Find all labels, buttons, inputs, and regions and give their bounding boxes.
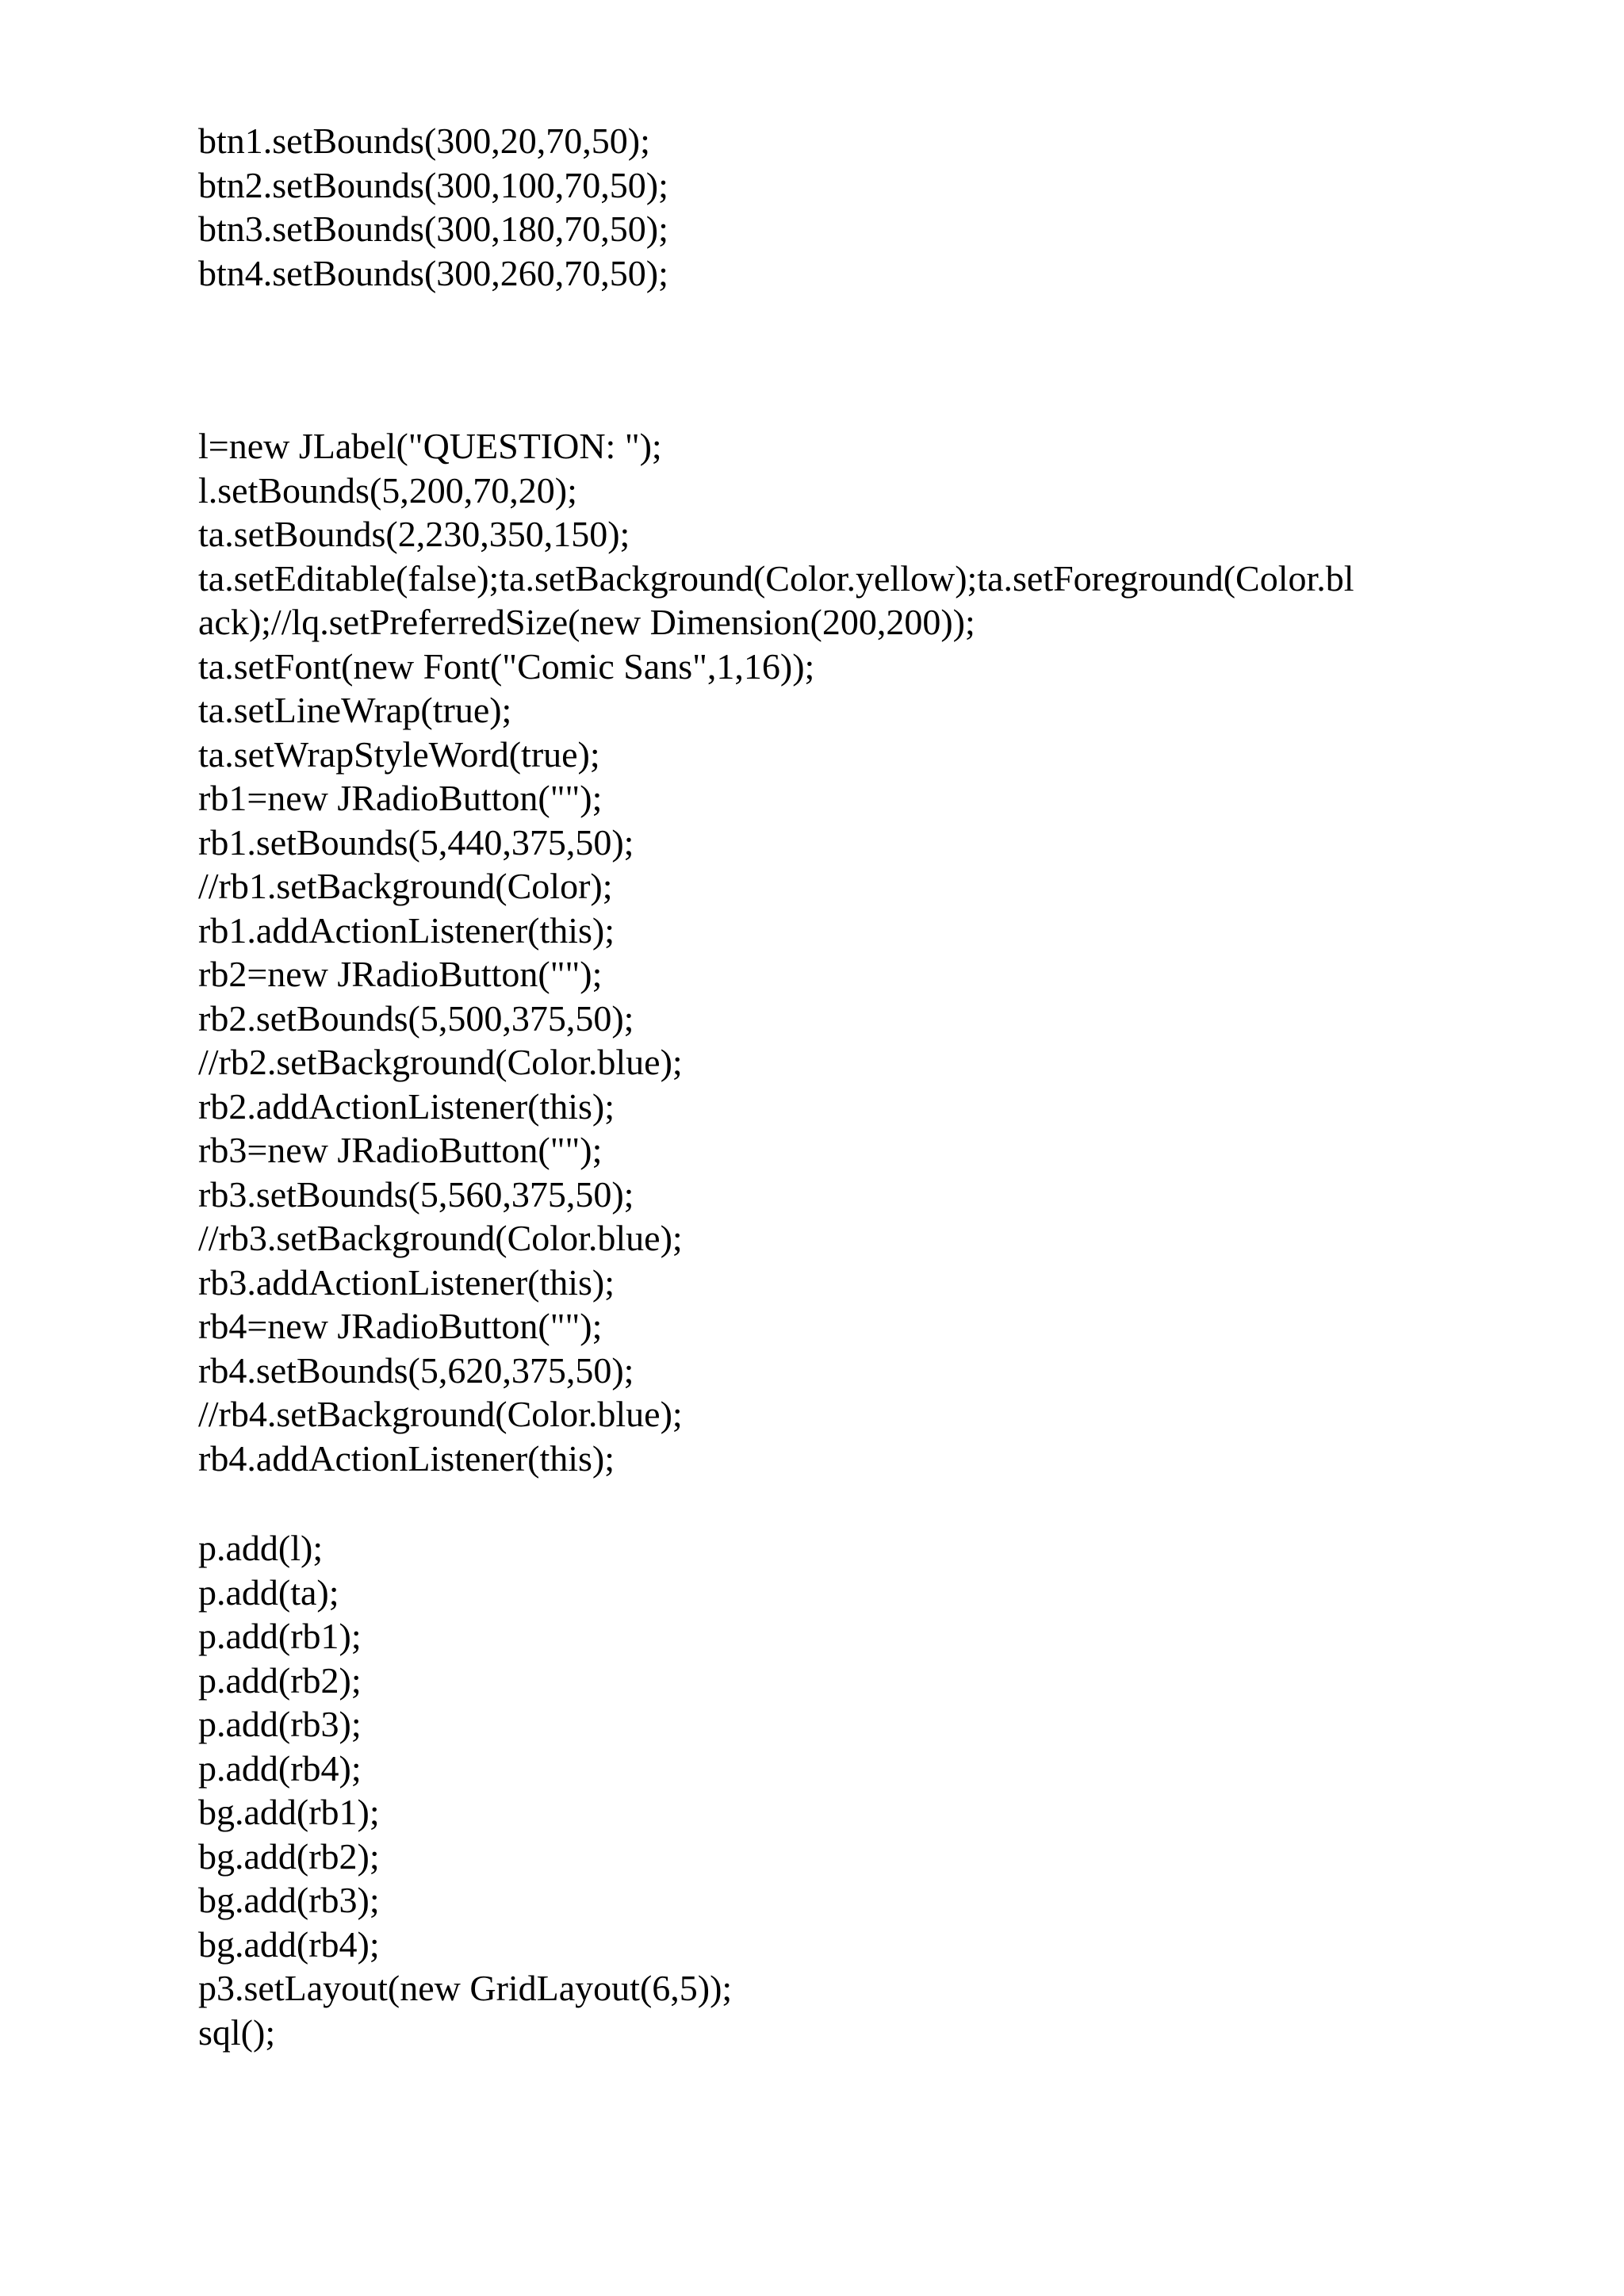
- code-line: //rb2.setBackground(Color.blue);: [198, 1042, 683, 1082]
- code-line: rb2.setBounds(5,500,375,50);: [198, 997, 634, 1039]
- code-line: rb1.setBounds(5,440,375,50);: [198, 821, 634, 863]
- code-line: btn1.setBounds(300,20,70,50);: [198, 121, 650, 161]
- code-line: p.add(l);: [198, 1528, 324, 1568]
- code-line: l=new JLabel("QUESTION: ");: [198, 426, 662, 466]
- code-line: bg.add(rb4);: [198, 1923, 380, 1965]
- code-line: ta.setEditable(false);ta.setBackground(Color.yellow);ta.setForeground(Color.bl: [198, 557, 1354, 599]
- code-line: rb1.addActionListener(this);: [198, 909, 615, 951]
- code-line: bg.add(rb3);: [198, 1880, 380, 1920]
- code-line: rb4.addActionListener(this);: [198, 1437, 615, 1479]
- code-block-question-and-radio-buttons: [198, 424, 1546, 1480]
- code-line: btn2.setBounds(300,100,70,50);: [198, 164, 668, 205]
- code-block-button-bounds: [198, 119, 1546, 295]
- code-line: p.add(rb4);: [198, 1747, 362, 1789]
- code-line: rb1=new JRadioButton("");: [198, 778, 603, 818]
- code-line: rb3=new JRadioButton("");: [198, 1130, 603, 1170]
- code-line: rb3.setBounds(5,560,375,50);: [198, 1173, 634, 1215]
- code-line: p.add(rb3);: [198, 1704, 362, 1744]
- code-line: p3.setLayout(new GridLayout(6,5));: [198, 1968, 733, 2008]
- code-line: rb2=new JRadioButton("");: [198, 954, 603, 994]
- code-line: rb4=new JRadioButton("");: [198, 1306, 603, 1346]
- code-line: rb4.setBounds(5,620,375,50);: [198, 1349, 634, 1391]
- code-line: //rb1.setBackground(Color);: [198, 866, 613, 906]
- code-line: btn3.setBounds(300,180,70,50);: [198, 209, 668, 249]
- code-line: rb2.addActionListener(this);: [198, 1085, 615, 1127]
- code-line: //rb4.setBackground(Color.blue);: [198, 1394, 683, 1434]
- code-line: ta.setLineWrap(true);: [198, 690, 512, 730]
- code-line: bg.add(rb2);: [198, 1835, 380, 1877]
- code-block-panel-additions: [198, 1526, 1546, 2054]
- code-line: rb3.addActionListener(this);: [198, 1261, 615, 1303]
- code-line: ta.setWrapStyleWord(true);: [198, 733, 600, 775]
- code-line: //rb3.setBackground(Color.blue);: [198, 1218, 683, 1258]
- code-line: p.add(ta);: [198, 1571, 339, 1613]
- code-line: p.add(rb2);: [198, 1659, 362, 1701]
- code-line: l.setBounds(5,200,70,20);: [198, 469, 577, 511]
- code-line: bg.add(rb1);: [198, 1792, 380, 1832]
- code-line: btn4.setBounds(300,260,70,50);: [198, 252, 668, 293]
- code-line: ta.setBounds(2,230,350,150);: [198, 514, 630, 554]
- code-line: sql();: [198, 2011, 276, 2053]
- code-line: ta.setFont(new Font("Comic Sans",1,16));: [198, 645, 815, 687]
- code-line: ack);//lq.setPreferredSize(new Dimension(200,200));: [198, 602, 975, 642]
- code-line: p.add(rb1);: [198, 1616, 362, 1656]
